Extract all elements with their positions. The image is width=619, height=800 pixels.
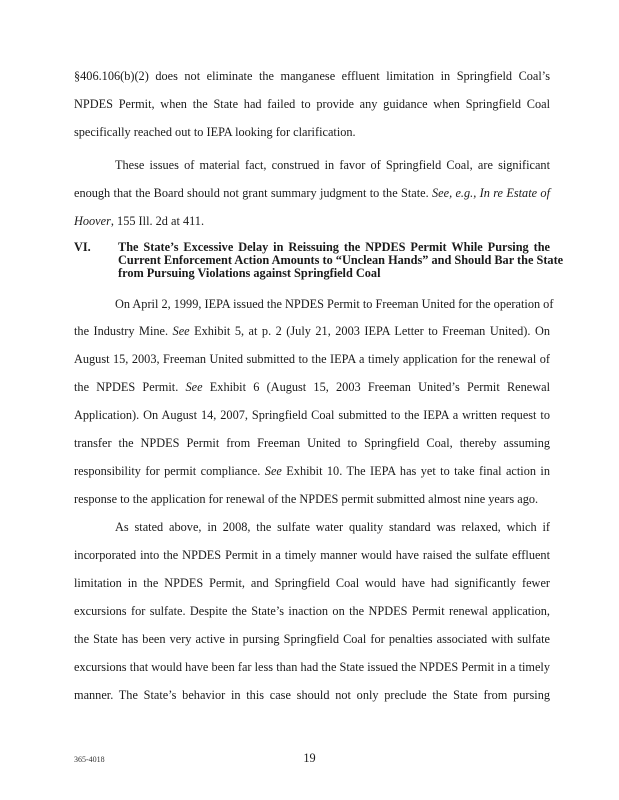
para4-line-2: incorporated into the NPDES Permit in a timely manner would have raised the sulfate effluent bbox=[74, 548, 550, 562]
para3-text: Exhibit 6 (August 15, 2003 Freeman United’s Permit Renewal bbox=[202, 380, 550, 394]
para4-line-1: As stated above, in 2008, the sulfate water quality standard was relaxed, which if bbox=[115, 520, 550, 534]
para2-text: enough that the Board should not grant summary judgment to the State. bbox=[74, 186, 432, 200]
para3-text: the Industry Mine. bbox=[74, 324, 173, 338]
para3-line-7 bbox=[74, 464, 550, 478]
para1-line-3: specifically reached out to IEPA looking for clarification. bbox=[74, 125, 356, 139]
para1-line-1: §406.106(b)(2) does not eliminate the manganese effluent limitation in Springfield Coal’s bbox=[74, 69, 550, 83]
para3-line-6: transfer the NPDES Permit from Freeman United to Springfield Coal, thereby assuming bbox=[74, 436, 550, 450]
para3-line-8: response to the application for renewal of the NPDES permit submitted almost nine years ago. bbox=[74, 492, 539, 506]
para4-line-6: excursions that would have been far less than had the State issued the NPDES Permit in a timely bbox=[74, 660, 550, 674]
para3-line-5: Application). On August 14, 2007, Springfield Coal submitted to the IEPA a written request to bbox=[74, 408, 550, 422]
para2-line-1: These issues of material fact, construed in favor of Springfield Coal, are significant bbox=[115, 158, 550, 172]
para3-line-2 bbox=[74, 324, 550, 338]
para3-line-1: On April 2, 1999, IEPA issued the NPDES Permit to Freeman United for the operation of bbox=[115, 297, 554, 311]
section-number: VI. bbox=[74, 240, 91, 254]
para4-line-3: limitation in the NPDES Permit, and Springfield Coal would have had significantly fewer bbox=[74, 576, 550, 590]
para2-case-name: Hoover bbox=[74, 214, 111, 228]
section-heading-line-3: from Pursuing Violations against Springfield Coal bbox=[118, 266, 381, 280]
para2-line-3 bbox=[74, 214, 550, 228]
para4-line-4: excursions for sulfate. Despite the State’s inaction on the NPDES Permit renewal application, bbox=[74, 604, 550, 618]
section-heading-line-2: Current Enforcement Action Amounts to “Unclean Hands” and Should Bar the State bbox=[118, 253, 564, 267]
document-code: 365-4018 bbox=[74, 755, 105, 764]
para3-line-3: August 15, 2003, Freeman United submitted to the IEPA a timely application for the renewal of bbox=[74, 352, 550, 366]
para3-signal: See bbox=[185, 380, 203, 394]
section-heading bbox=[74, 240, 564, 281]
para3-line-4 bbox=[74, 380, 550, 394]
para2-reporter: , 155 Ill. 2d at 411. bbox=[110, 214, 205, 228]
para3-text: responsibility for permit compliance. bbox=[74, 464, 265, 478]
para4-line-5: the State has been very active in pursing Springfield Coal for penalties associated with sulfate bbox=[74, 632, 550, 646]
para1-line-2: NPDES Permit, when the State had failed to provide any guidance when Springfield Coal bbox=[74, 97, 550, 111]
para2-line-2 bbox=[74, 186, 550, 200]
para3-signal: See bbox=[264, 464, 282, 478]
para3-text: Exhibit 10. The IEPA has yet to take final action in bbox=[281, 464, 551, 478]
para3-text: Exhibit 5, at p. 2 (July 21, 2003 IEPA Letter to Freeman United). On bbox=[189, 324, 550, 338]
para4-line-7: manner. The State’s behavior in this case should not only preclude the State from pursing bbox=[74, 688, 550, 702]
page-number: 19 bbox=[303, 751, 316, 765]
section-heading-line-1: The State’s Excessive Delay in Reissuing the NPDES Permit While Pursing the bbox=[118, 240, 550, 254]
para3-signal: See bbox=[172, 324, 190, 338]
para3-text: the NPDES Permit. bbox=[74, 380, 186, 394]
para2-citation: See, e.g., In re Estate of bbox=[432, 186, 550, 200]
